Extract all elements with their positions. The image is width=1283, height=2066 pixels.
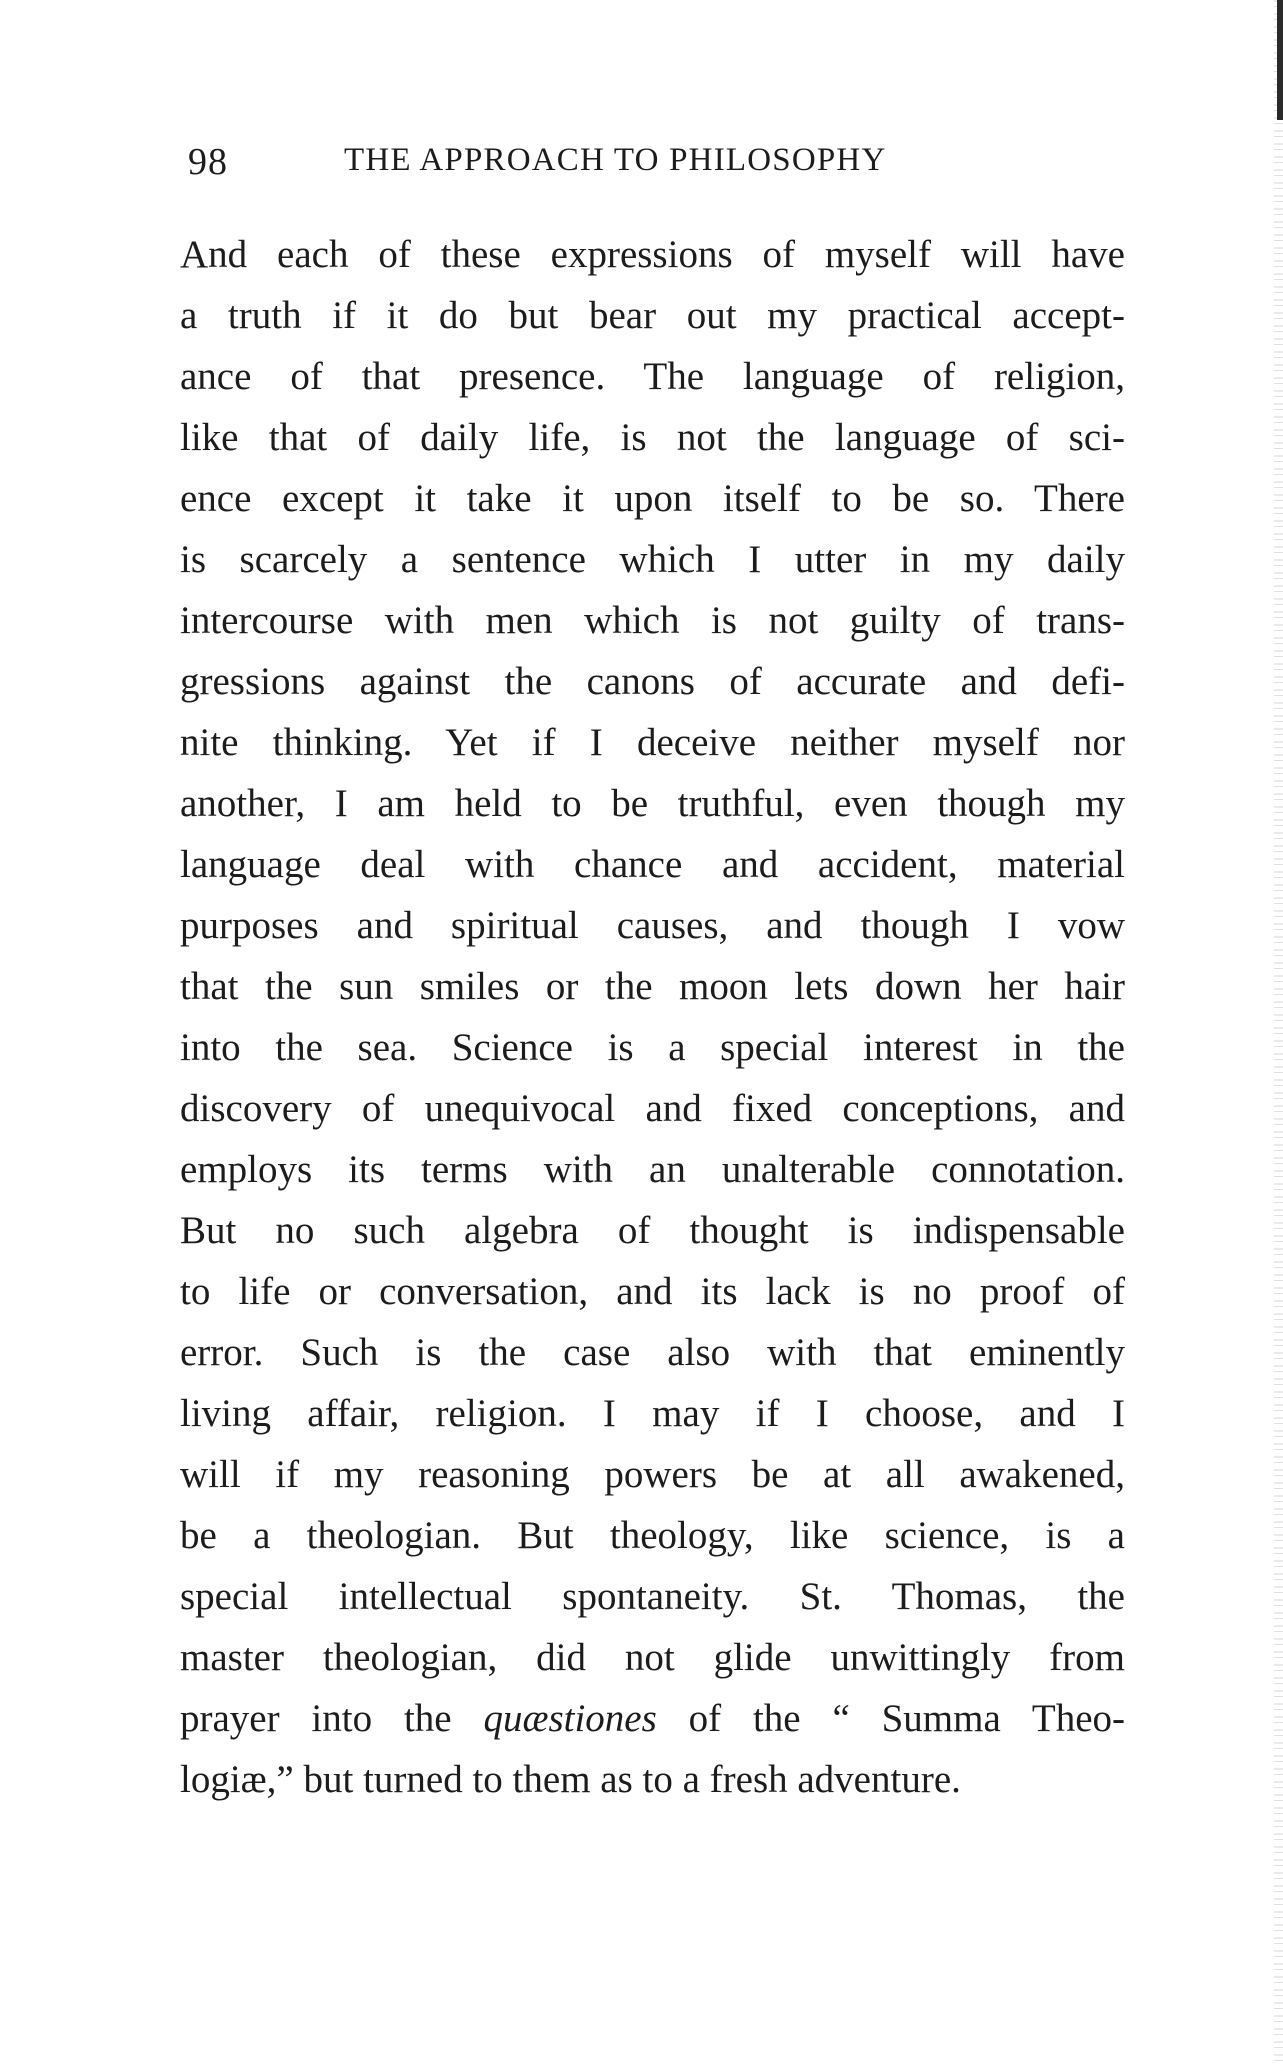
text-line: be a theologian. But theology, like science, is a — [180, 1514, 1125, 1557]
running-title: THE APPROACH TO PHILOSOPHY — [344, 142, 887, 178]
text-line-with-italic — [180, 1688, 1125, 1749]
running-head — [188, 140, 1128, 190]
text-line: intercourse with men which is not guilty of trans- — [180, 599, 1125, 642]
text-line: nite thinking. Yet if I deceive neither myself nor — [180, 721, 1125, 764]
text-segment: of the “ Summa Theo- — [688, 1697, 1126, 1740]
text-line: is scarcely a sentence which I utter in my daily — [180, 538, 1125, 581]
text-segment: prayer into the — [180, 1697, 452, 1740]
text-line: to life or conversation, and its lack is no proof of — [180, 1270, 1125, 1313]
text-line: into the sea. Science is a special interest in the — [180, 1026, 1125, 1069]
text-line: employs its terms with an unalterable connotation. — [180, 1148, 1125, 1191]
body-text — [180, 224, 1125, 1810]
text-line: another, I am held to be truthful, even though my — [180, 782, 1125, 825]
text-line: a truth if it do but bear out my practical accept- — [180, 294, 1125, 337]
scan-edge — [1274, 0, 1283, 2066]
text-line: ence except it take it upon itself to be so. There — [180, 477, 1125, 520]
text-line: purposes and spiritual causes, and though I vow — [180, 904, 1125, 947]
text-line: discovery of unequivocal and fixed conceptions, and — [180, 1087, 1125, 1130]
text-line: that the sun smiles or the moon lets down her hair — [180, 965, 1125, 1008]
text-line: ance of that presence. The language of religion, — [180, 355, 1125, 398]
text-line: But no such algebra of thought is indispensable — [180, 1209, 1125, 1252]
text-line: And each of these expressions of myself will have — [180, 233, 1125, 276]
scan-edge-mark — [1277, 0, 1283, 120]
text-line: will if my reasoning powers be at all awakened, — [180, 1453, 1125, 1496]
text-line: error. Such is the case also with that eminently — [180, 1331, 1125, 1374]
text-line-final: logiæ,” but turned to them as to a fresh adventure. — [180, 1758, 961, 1801]
text-line: living affair, religion. I may if I choose, and I — [180, 1392, 1125, 1435]
italic-term: quæstiones — [483, 1697, 657, 1740]
text-line: gressions against the canons of accurate and defi- — [180, 660, 1125, 703]
text-line: like that of daily life, is not the language of sci- — [180, 416, 1125, 459]
text-line: language deal with chance and accident, material — [180, 843, 1125, 886]
text-line: special intellectual spontaneity. St. Thomas, the — [180, 1575, 1125, 1618]
text-line: master theologian, did not glide unwittingly from — [180, 1636, 1125, 1679]
page-number: 98 — [188, 141, 228, 183]
